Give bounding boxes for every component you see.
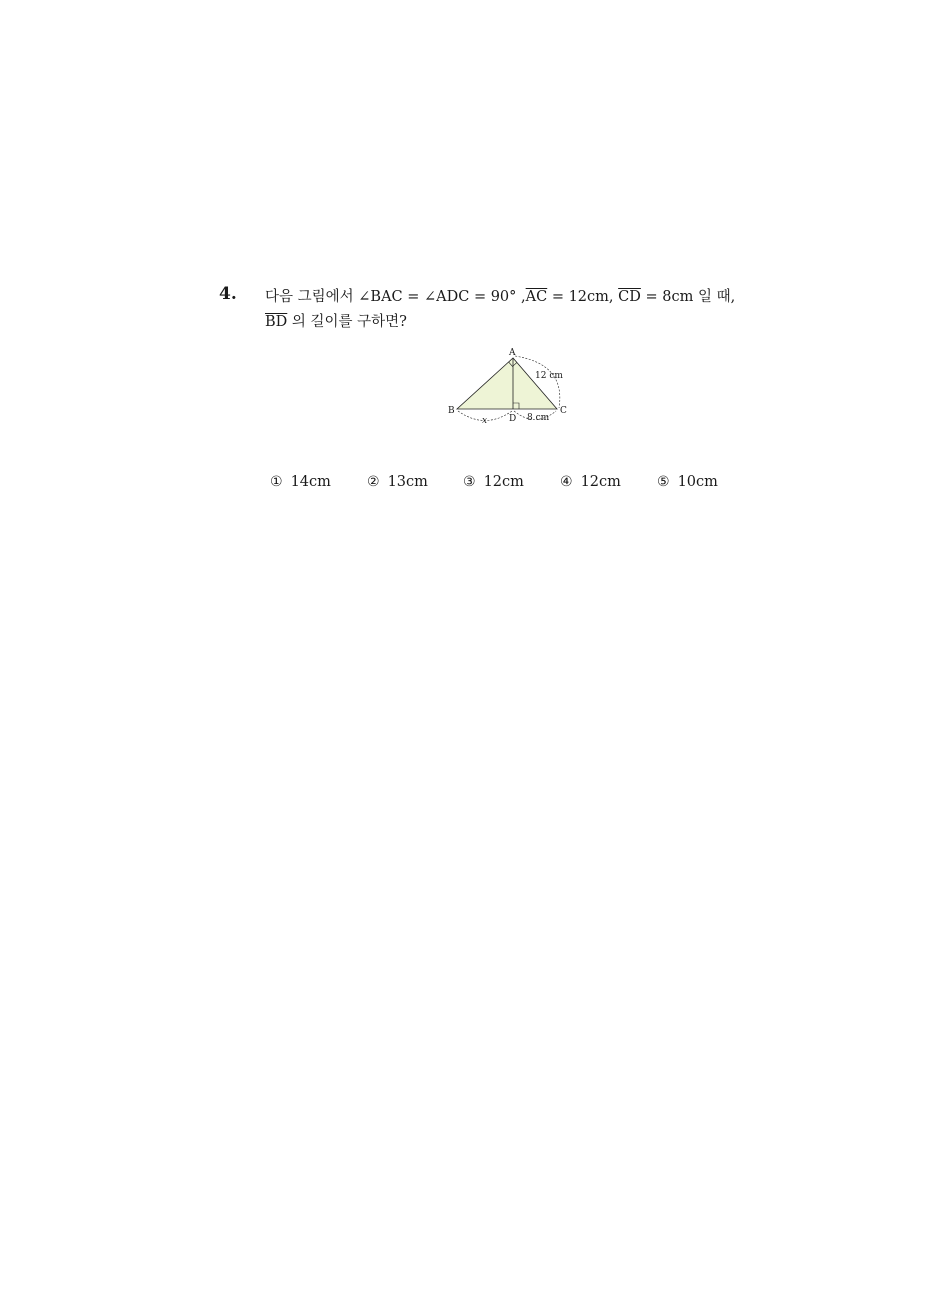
choice-3-marker: ③ [463, 474, 476, 490]
vertex-label-c: C [560, 406, 567, 416]
length-label-ac: 12 cm [535, 371, 563, 381]
choice-1-marker: ① [270, 474, 283, 490]
choice-2-text: 13cm [387, 474, 428, 490]
choice-5-marker: ⑤ [657, 474, 670, 490]
question-line-1-suffix: = 8cm 일 때, [640, 289, 736, 305]
vertex-label-a: A [509, 348, 516, 358]
vertex-label-d: D [509, 414, 517, 424]
length-label-cd: 8 cm [527, 413, 550, 423]
triangle-abc [457, 358, 557, 409]
question-line-2 [265, 312, 407, 332]
choice-5 [657, 474, 718, 490]
choice-1 [270, 474, 331, 490]
choice-4-text: 12cm [580, 474, 621, 490]
question-number: 4. [219, 284, 237, 304]
unknown-label-x: x [482, 416, 488, 426]
segment-cd: $\overline{CD}$ [618, 289, 641, 305]
choice-1-text: 14cm [290, 474, 331, 490]
choice-2-marker: ② [367, 474, 380, 490]
question-line-1-prefix: 다음 그림에서 ∠BAC = ∠ADC = 90° , [265, 289, 526, 305]
choice-3-text: 12cm [483, 474, 524, 490]
vertex-label-b: B [448, 406, 455, 416]
choice-5-text: 10cm [677, 474, 718, 490]
choice-2 [367, 474, 428, 490]
segment-ac: $\overline{AC}$ [525, 289, 548, 305]
question-line-2-suffix: 의 길이를 구하면? [287, 314, 407, 330]
question-line-1-mid: = 12cm, [547, 289, 619, 305]
choice-3 [463, 474, 524, 490]
segment-bd: $\overline{BD}$ [265, 314, 288, 330]
question-line-1 [265, 287, 735, 307]
choice-4 [560, 474, 621, 490]
choice-4-marker: ④ [560, 474, 573, 490]
triangle-figure [440, 340, 580, 435]
